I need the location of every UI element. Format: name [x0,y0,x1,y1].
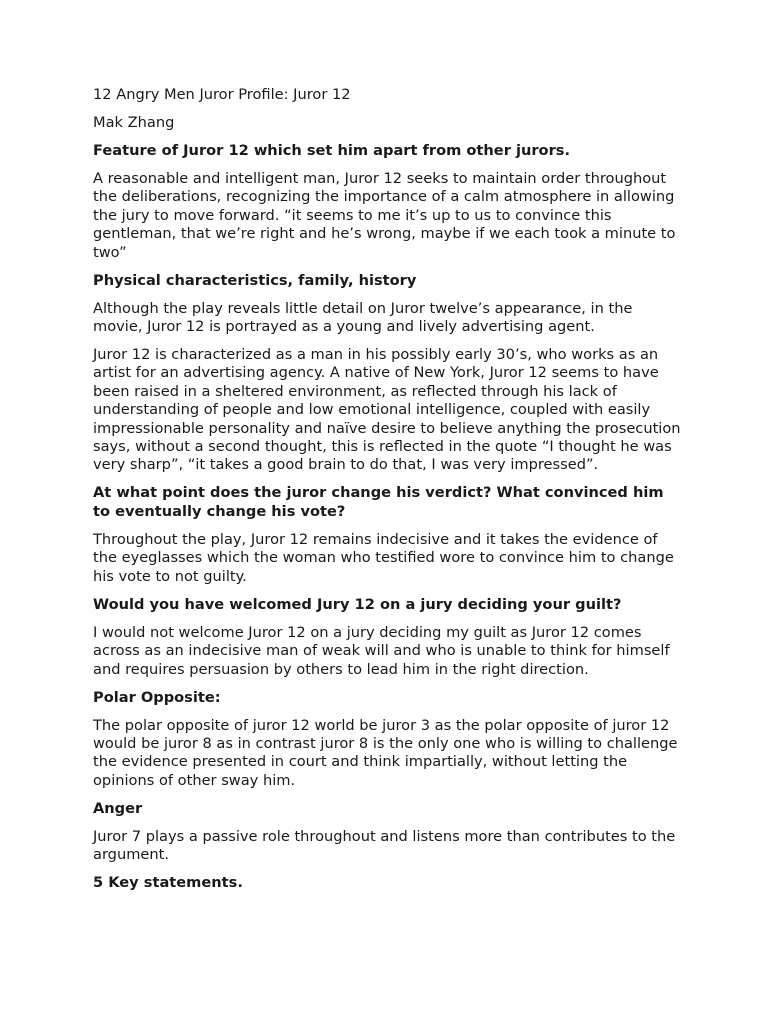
document-page [93,86,683,902]
section-heading-polar-opposite: Polar Opposite: [93,688,221,706]
section-paragraph: A reasonable and intelligent man, Juror 12 seeks to maintain order throughout the deliberations, recognizing the importance of a calm atmosphere in allowing the jury to move forward. “it seems to me it’s up to us to convince this gentleman, that we’re right and he’s wrong, maybe if we each took a minute to two” [93,170,676,261]
section-heading-key-statements: 5 Key statements. [93,874,243,892]
section-heading-feature: Feature of Juror 12 which set him apart from other jurors. [93,142,571,159]
section-paragraph: Although the play reveals little detail on Juror twelve’s appearance, in the movie, Juror 12 is portrayed as a young and lively advertising agent. [93,299,633,336]
section-paragraph: Juror 12 is characterized as a man in his possibly early 30’s, who works as an artist for an advertising agency. A native of New York, Juror 12 seems to have been raised in a sheltered environment, as reflected through his lack of understanding of people and low emotional intelligence, coupled with easily impressionable personality and naïve desire to believe anything the prosecution says, without a second thought, this is reflected in the quote “I thought he was very sharp”, “it takes a good brain to do that, I was very impressed”. [93,346,681,474]
document-author: Mak Zhang [93,114,175,131]
section-heading-verdict-change: At what point does the juror change his verdict? What convinced him to eventually change his vote? [93,484,664,520]
section-paragraph: Throughout the play, Juror 12 remains indecisive and it takes the evidence of the eyeglasses which the woman who testified wore to convince him to change his vote to not guilty. [93,530,674,585]
section-paragraph: I would not welcome Juror 12 on a jury deciding my guilt as Juror 12 comes across as an indecisive man of weak will and who is unable to think for himself and requires persuasion by others to lead him in the right direction. [93,623,670,678]
section-heading-physical: Physical characteristics, family, history [93,271,417,289]
document-title: 12 Angry Men Juror Profile: Juror 12 [93,86,351,103]
section-heading-welcome: Would you have welcomed Jury 12 on a jury deciding your guilt? [93,595,622,613]
section-heading-anger: Anger [93,799,143,817]
section-paragraph: The polar opposite of juror 12 world be juror 3 as the polar opposite of juror 12 would be juror 8 as in contrast juror 8 is the only one who is willing to challenge the evidence presented in court and think impartially, without letting the opinions of other sway him. [93,716,678,789]
section-paragraph: Juror 7 plays a passive role throughout and listens more than contributes to the argument. [93,827,676,864]
